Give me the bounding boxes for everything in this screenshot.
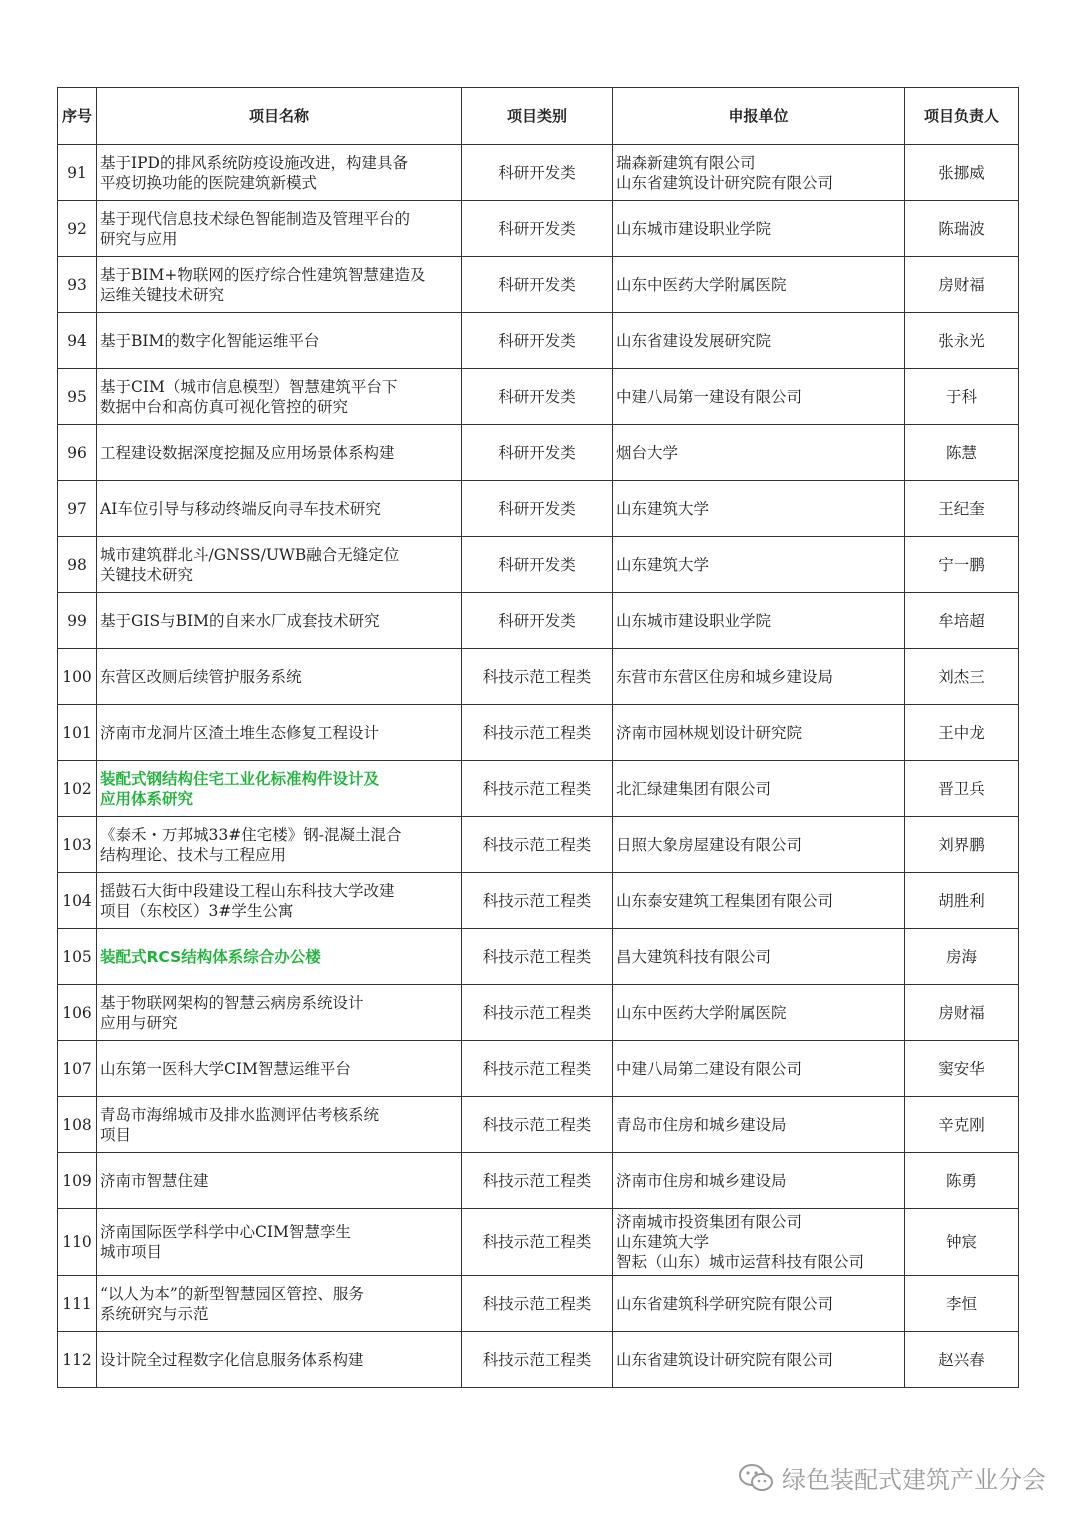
- header-seq: 序号: [58, 88, 97, 145]
- row-seq: 109: [58, 1153, 97, 1209]
- row-applicant-unit: [613, 1332, 905, 1388]
- applicant-unit-line: 山东建筑大学: [616, 1233, 710, 1251]
- row-person-in-charge: 陈瑞波: [905, 201, 1019, 257]
- applicant-unit-line: 济南市住房和城乡建设局: [616, 1171, 787, 1190]
- applicant-unit-line: 山东省建筑设计研究院有限公司: [616, 173, 834, 192]
- row-person-in-charge: 李恒: [905, 1276, 1019, 1332]
- applicant-unit-line: 山东省建筑设计研究院有限公司: [616, 1350, 834, 1369]
- applicant-unit-line: 山东中医药大学附属医院: [616, 1003, 787, 1022]
- row-applicant-unit: [613, 1209, 905, 1276]
- row-seq: 102: [58, 761, 97, 817]
- row-seq: 96: [58, 425, 97, 481]
- project-name-line: AI车位引导与移动终端反向寻车技术研究: [100, 499, 381, 518]
- applicant-unit-line: 中建八局第一建设有限公司: [616, 387, 803, 406]
- row-seq: 98: [58, 537, 97, 593]
- row-seq: 104: [58, 873, 97, 929]
- row-person-in-charge: 赵兴春: [905, 1332, 1019, 1388]
- row-applicant-unit: [613, 425, 905, 481]
- row-category: 科研开发类: [462, 313, 613, 369]
- row-person-in-charge: 张挪威: [905, 145, 1019, 201]
- row-category: 科研开发类: [462, 537, 613, 593]
- project-name-line: 装配式RCS结构体系综合办公楼: [100, 947, 321, 966]
- row-project-name: [97, 929, 462, 985]
- row-applicant-unit: [613, 369, 905, 425]
- row-applicant-unit: [613, 817, 905, 873]
- applicant-unit-line: 山东建筑大学: [616, 499, 710, 518]
- row-applicant-unit: [613, 649, 905, 705]
- table-row: [58, 593, 1019, 649]
- watermark-text: 绿色装配式建筑产业分会: [782, 1466, 1046, 1494]
- row-category: 科技示范工程类: [462, 1097, 613, 1153]
- header-unit: 申报单位: [613, 88, 905, 145]
- row-applicant-unit: [613, 873, 905, 929]
- project-name-line: 研究与应用: [100, 229, 178, 248]
- project-name-line: 基于IPD的排风系统防疫设施改进，构建具备: [100, 153, 408, 172]
- row-person-in-charge: 刘界鹏: [905, 817, 1019, 873]
- applicant-unit-line: 瑞森新建筑有限公司: [616, 153, 756, 172]
- row-project-name: [97, 649, 462, 705]
- row-applicant-unit: [613, 1097, 905, 1153]
- row-applicant-unit: [613, 257, 905, 313]
- row-project-name: [97, 1332, 462, 1388]
- project-name-line: 基于现代信息技术绿色智能制造及管理平台的: [100, 209, 411, 228]
- row-person-in-charge: 张永光: [905, 313, 1019, 369]
- row-person-in-charge: 于科: [905, 369, 1019, 425]
- applicant-unit-line: 中建八局第二建设有限公司: [616, 1059, 803, 1078]
- row-person-in-charge: 辛克刚: [905, 1097, 1019, 1153]
- applicant-unit-line: 山东省建筑科学研究院有限公司: [616, 1294, 834, 1313]
- project-name-line: 揺鼓石大街中段建设工程山东科技大学改建: [100, 881, 395, 900]
- table-row: [58, 313, 1019, 369]
- table-row: [58, 369, 1019, 425]
- row-project-name: [97, 369, 462, 425]
- row-seq: 110: [58, 1209, 97, 1276]
- applicant-unit-line: 济南市园林规划设计研究院: [616, 723, 803, 742]
- row-applicant-unit: [613, 537, 905, 593]
- row-category: 科技示范工程类: [462, 1041, 613, 1097]
- project-name-line: 济南国际医学科学中心CIM智慧孪生: [100, 1223, 351, 1241]
- project-name-line: 设计院全过程数字化信息服务体系构建: [100, 1350, 364, 1369]
- row-project-name: [97, 201, 462, 257]
- applicant-unit-line: 日照大象房屋建设有限公司: [616, 835, 803, 854]
- row-category: 科技示范工程类: [462, 1153, 613, 1209]
- row-category: 科技示范工程类: [462, 929, 613, 985]
- applicant-unit-line: 青岛市住房和城乡建设局: [616, 1115, 787, 1134]
- row-seq: 101: [58, 705, 97, 761]
- table-row: [58, 257, 1019, 313]
- row-applicant-unit: [613, 145, 905, 201]
- header-name: 项目名称: [97, 88, 462, 145]
- row-project-name: [97, 873, 462, 929]
- table-row: [58, 985, 1019, 1041]
- project-name-line: 数据中台和高仿真可视化管控的研究: [100, 397, 349, 416]
- row-project-name: [97, 481, 462, 537]
- row-category: 科技示范工程类: [462, 985, 613, 1041]
- row-person-in-charge: 宁一鹏: [905, 537, 1019, 593]
- row-category: 科研开发类: [462, 257, 613, 313]
- row-applicant-unit: [613, 1153, 905, 1209]
- applicant-unit-line: 山东建筑大学: [616, 555, 710, 574]
- row-seq: 94: [58, 313, 97, 369]
- row-project-name: [97, 1153, 462, 1209]
- project-name-line: 《泰禾・万邦城33#住宅楼》钢-混凝土混合: [100, 825, 402, 844]
- row-project-name: [97, 425, 462, 481]
- row-category: 科技示范工程类: [462, 1209, 613, 1276]
- row-applicant-unit: [613, 481, 905, 537]
- row-person-in-charge: 晋卫兵: [905, 761, 1019, 817]
- project-name-line: 青岛市海绵城市及排水监测评估考核系统: [100, 1105, 380, 1124]
- applicant-unit-line: 昌大建筑科技有限公司: [616, 947, 772, 966]
- row-category: 科技示范工程类: [462, 761, 613, 817]
- row-project-name: [97, 593, 462, 649]
- row-seq: 100: [58, 649, 97, 705]
- row-project-name: [97, 537, 462, 593]
- applicant-unit-line: 北汇绿建集团有限公司: [616, 779, 772, 798]
- table-row: [58, 761, 1019, 817]
- project-name-line: 平疫切换功能的医院建筑新模式: [100, 173, 318, 192]
- row-category: 科技示范工程类: [462, 1332, 613, 1388]
- project-name-line: 济南市智慧住建: [100, 1171, 209, 1190]
- row-applicant-unit: [613, 929, 905, 985]
- project-name-line: “以人为本”的新型智慧园区管控、服务: [100, 1284, 364, 1303]
- row-seq: 97: [58, 481, 97, 537]
- row-project-name: [97, 1041, 462, 1097]
- wechat-icon: [738, 1463, 774, 1493]
- table-row: [58, 873, 1019, 929]
- row-category: 科技示范工程类: [462, 817, 613, 873]
- table-row: [58, 145, 1019, 201]
- row-project-name: [97, 817, 462, 873]
- row-category: 科技示范工程类: [462, 705, 613, 761]
- row-person-in-charge: 房财福: [905, 985, 1019, 1041]
- row-person-in-charge: 刘杰三: [905, 649, 1019, 705]
- row-person-in-charge: 窦安华: [905, 1041, 1019, 1097]
- row-project-name: [97, 761, 462, 817]
- project-name-line: 基于GIS与BIM的自来水厂成套技术研究: [100, 611, 380, 630]
- row-seq: 106: [58, 985, 97, 1041]
- row-category: 科研开发类: [462, 481, 613, 537]
- applicant-unit-line: 山东泰安建筑工程集团有限公司: [616, 891, 834, 910]
- applicant-unit-line: 山东省建设发展研究院: [616, 331, 772, 350]
- table-header-row: [58, 88, 1019, 145]
- table-row: [58, 1041, 1019, 1097]
- applicant-unit-line: 山东城市建设职业学院: [616, 611, 772, 630]
- project-name-line: 济南市龙洞片区渣土堆生态修复工程设计: [100, 723, 380, 742]
- row-applicant-unit: [613, 593, 905, 649]
- header-type: 项目类别: [462, 88, 613, 145]
- row-seq: 112: [58, 1332, 97, 1388]
- row-project-name: [97, 313, 462, 369]
- row-project-name: [97, 1097, 462, 1153]
- row-seq: 95: [58, 369, 97, 425]
- row-person-in-charge: 陈勇: [905, 1153, 1019, 1209]
- table-row: [58, 537, 1019, 593]
- table-row: [58, 817, 1019, 873]
- row-category: 科技示范工程类: [462, 1276, 613, 1332]
- table-row: [58, 1332, 1019, 1388]
- row-person-in-charge: 钟宸: [905, 1209, 1019, 1276]
- row-category: 科技示范工程类: [462, 873, 613, 929]
- table-row: [58, 201, 1019, 257]
- project-name-line: 工程建设数据深度挖掘及应用场景体系构建: [100, 443, 395, 462]
- applicant-unit-line: 烟台大学: [616, 443, 679, 462]
- applicant-unit-line: 山东城市建设职业学院: [616, 219, 772, 238]
- row-seq: 111: [58, 1276, 97, 1332]
- row-applicant-unit: [613, 313, 905, 369]
- row-person-in-charge: 房财福: [905, 257, 1019, 313]
- row-project-name: [97, 145, 462, 201]
- row-seq: 93: [58, 257, 97, 313]
- row-seq: 105: [58, 929, 97, 985]
- header-person: 项目负责人: [905, 88, 1019, 145]
- project-name-line: 项目（东校区）3#学生公寓: [100, 901, 294, 920]
- row-seq: 103: [58, 817, 97, 873]
- row-person-in-charge: 胡胜利: [905, 873, 1019, 929]
- row-seq: 107: [58, 1041, 97, 1097]
- row-applicant-unit: [613, 1041, 905, 1097]
- row-person-in-charge: 牟培超: [905, 593, 1019, 649]
- project-name-line: 城市建筑群北斗/GNSS/UWB融合无缝定位: [100, 545, 400, 564]
- applicant-unit-line: 山东中医药大学附属医院: [616, 275, 787, 294]
- row-applicant-unit: [613, 1276, 905, 1332]
- row-project-name: [97, 1276, 462, 1332]
- row-category: 科技示范工程类: [462, 649, 613, 705]
- table-row: [58, 1209, 1019, 1276]
- row-person-in-charge: 陈慧: [905, 425, 1019, 481]
- row-category: 科研开发类: [462, 201, 613, 257]
- table-row: [58, 1097, 1019, 1153]
- project-name-line: 结构理论、技术与工程应用: [100, 845, 287, 864]
- row-category: 科研开发类: [462, 593, 613, 649]
- row-applicant-unit: [613, 201, 905, 257]
- row-category: 科研开发类: [462, 425, 613, 481]
- table-row: [58, 929, 1019, 985]
- project-name-line: 基于BIM的数字化智能运维平台: [100, 331, 320, 350]
- applicant-unit-line: 智耘（山东）城市运营科技有限公司: [616, 1253, 865, 1271]
- project-name-line: 城市项目: [100, 1243, 163, 1261]
- row-project-name: [97, 705, 462, 761]
- row-person-in-charge: 王纪奎: [905, 481, 1019, 537]
- table-row: [58, 705, 1019, 761]
- row-category: 科研开发类: [462, 369, 613, 425]
- row-seq: 99: [58, 593, 97, 649]
- row-person-in-charge: 房海: [905, 929, 1019, 985]
- project-name-line: 基于BIM+物联网的医疗综合性建筑智慧建造及: [100, 265, 426, 284]
- project-name-line: 应用与研究: [100, 1013, 178, 1032]
- row-project-name: [97, 257, 462, 313]
- project-name-line: 项目: [100, 1125, 132, 1144]
- row-applicant-unit: [613, 705, 905, 761]
- row-category: 科研开发类: [462, 145, 613, 201]
- project-name-line: 运维关键技术研究: [100, 285, 225, 304]
- row-project-name: [97, 985, 462, 1041]
- applicant-unit-line: 东营市东营区住房和城乡建设局: [616, 667, 834, 686]
- project-name-line: 系统研究与示范: [100, 1304, 209, 1323]
- table-row: [58, 425, 1019, 481]
- project-name-line: 东营区改厕后续管护服务系统: [100, 667, 302, 686]
- table-row: [58, 481, 1019, 537]
- watermark: [738, 1460, 1046, 1495]
- row-project-name: [97, 1209, 462, 1276]
- table-row: [58, 1276, 1019, 1332]
- project-name-line: 装配式钢结构住宅工业化标准构件设计及: [100, 769, 380, 788]
- project-name-line: 山东第一医科大学CIM智慧运维平台: [100, 1059, 351, 1078]
- row-seq: 91: [58, 145, 97, 201]
- project-name-line: 基于物联网架构的智慧云病房系统设计: [100, 993, 364, 1012]
- row-applicant-unit: [613, 761, 905, 817]
- table-row: [58, 649, 1019, 705]
- project-name-line: 应用体系研究: [100, 789, 194, 808]
- table-body: [58, 145, 1019, 1388]
- row-seq: 92: [58, 201, 97, 257]
- row-person-in-charge: 王中龙: [905, 705, 1019, 761]
- applicant-unit-line: 济南城市投资集团有限公司: [616, 1213, 803, 1231]
- project-name-line: 关键技术研究: [100, 565, 194, 584]
- project-table: [57, 87, 1019, 1388]
- row-applicant-unit: [613, 985, 905, 1041]
- table-row: [58, 1153, 1019, 1209]
- project-name-line: 基于CIM（城市信息模型）智慧建筑平台下: [100, 377, 398, 396]
- row-seq: 108: [58, 1097, 97, 1153]
